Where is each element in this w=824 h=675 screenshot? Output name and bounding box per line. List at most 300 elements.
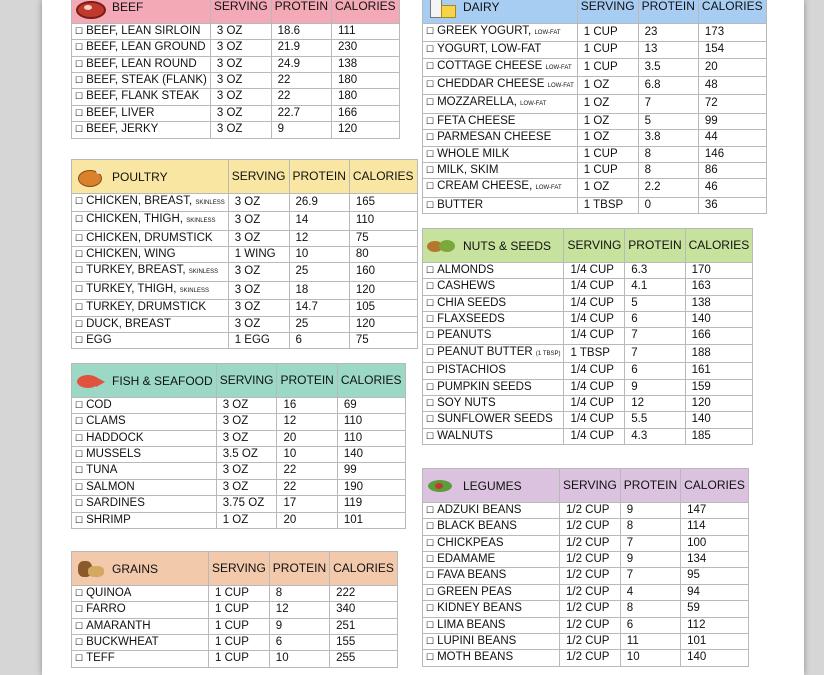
protein-cell: 4.3	[625, 428, 685, 444]
protein-cell: 9	[269, 618, 329, 634]
checkbox-icon[interactable]: ☐	[426, 115, 435, 126]
calories-cell: 163	[685, 279, 753, 295]
serving-cell: 1 OZ	[577, 77, 638, 95]
protein-cell: 10	[269, 651, 329, 667]
checkbox-icon[interactable]: ☐	[75, 318, 84, 329]
protein-cell: 22.7	[271, 105, 331, 121]
calories-column-header: CALORIES	[685, 229, 753, 263]
serving-cell: 1 OZ	[216, 512, 277, 528]
food-name: GREEN PEAS	[437, 585, 512, 598]
calories-cell: 114	[681, 519, 749, 535]
serving-cell: 1/4 CUP	[564, 262, 625, 278]
protein-cell: 10	[620, 650, 680, 666]
food-name: HADDOCK	[86, 431, 144, 444]
table-row	[423, 650, 749, 666]
serving-cell: 1 CUP	[577, 58, 638, 76]
table-row	[72, 618, 398, 634]
food-name: TURKEY, BREAST,	[86, 264, 186, 277]
table-row	[423, 42, 767, 58]
checkbox-icon[interactable]: ☐	[426, 398, 435, 409]
serving-cell: 1/4 CUP	[564, 363, 625, 379]
food-name: BUTTER	[437, 198, 484, 211]
checkbox-icon[interactable]: ☐	[426, 148, 435, 159]
protein-cell: 0	[638, 197, 698, 213]
serving-cell: 1/2 CUP	[560, 535, 621, 551]
table-row	[72, 585, 398, 601]
legumes-table	[422, 468, 749, 667]
food-name: WALNUTS	[437, 429, 493, 442]
serving-cell: 3.5 OZ	[216, 447, 277, 463]
food-name-cell	[423, 379, 564, 395]
food-note: LOW-FAT	[545, 64, 572, 71]
checkbox-icon[interactable]: ☐	[75, 604, 84, 615]
serving-cell: 3 OZ	[216, 479, 277, 495]
calories-cell: 185	[685, 428, 753, 444]
serving-cell: 1 OZ	[577, 113, 638, 129]
protein-cell: 20	[277, 430, 337, 446]
checkbox-icon[interactable]: ☐	[426, 570, 435, 581]
checkbox-icon[interactable]: ☐	[426, 430, 435, 441]
checkbox-icon[interactable]: ☐	[426, 586, 435, 597]
food-name: TUNA	[86, 464, 118, 477]
serving-cell: 1/4 CUP	[564, 295, 625, 311]
checkbox-icon[interactable]: ☐	[426, 381, 435, 392]
protein-cell: 8	[620, 519, 680, 535]
checkbox-icon[interactable]: ☐	[75, 302, 84, 313]
checkbox-icon[interactable]: ☐	[75, 75, 84, 86]
table-row	[423, 634, 749, 650]
checkbox-icon[interactable]: ☐	[75, 620, 84, 631]
food-name: PISTACHIOS	[437, 364, 506, 377]
checkbox-icon[interactable]: ☐	[426, 603, 435, 614]
checkbox-icon[interactable]: ☐	[75, 587, 84, 598]
checkbox-icon[interactable]: ☐	[426, 165, 435, 176]
food-name: KIDNEY BEANS	[437, 602, 522, 615]
serving-column-header: SERVING	[210, 0, 271, 23]
checkbox-icon[interactable]: ☐	[75, 249, 84, 260]
food-name: EGG	[86, 334, 112, 347]
food-name: FAVA BEANS	[437, 569, 507, 582]
serving-cell: 1 CUP	[577, 23, 638, 41]
food-name-cell	[72, 300, 229, 316]
food-name-cell	[72, 56, 211, 72]
food-name: COD	[86, 398, 112, 411]
table-row	[72, 333, 418, 349]
serving-column-header: SERVING	[560, 469, 621, 503]
table-row	[72, 447, 406, 463]
checkbox-icon[interactable]: ☐	[426, 537, 435, 548]
serving-cell: 1 TBSP	[564, 344, 625, 362]
food-name: CHICKEN, THIGH,	[86, 213, 183, 226]
checkbox-icon[interactable]: ☐	[75, 25, 84, 36]
protein-cell: 7	[625, 344, 685, 362]
food-name-cell	[423, 77, 578, 95]
calories-cell: 340	[330, 602, 398, 618]
food-name-cell	[423, 344, 564, 362]
protein-cell: 12	[625, 396, 685, 412]
calories-cell: 120	[685, 396, 753, 412]
checkbox-icon[interactable]: ☐	[75, 416, 84, 427]
table-row	[72, 73, 400, 89]
food-name-cell	[72, 193, 229, 211]
protein-cell: 14	[289, 212, 349, 230]
table-row	[72, 430, 406, 446]
checkbox-icon[interactable]: ☐	[75, 449, 84, 460]
checkbox-icon[interactable]: ☐	[426, 521, 435, 532]
checkbox-icon[interactable]: ☐	[75, 514, 84, 525]
food-name-cell	[72, 585, 209, 601]
table-header-row	[423, 229, 753, 263]
protein-cell: 23	[638, 23, 698, 41]
food-name-cell	[423, 58, 578, 76]
food-name: BUCKWHEAT	[86, 636, 159, 649]
calories-cell: 69	[337, 397, 405, 413]
protein-cell: 4	[620, 584, 680, 600]
poultry-table	[71, 159, 418, 349]
food-name: CHICKEN, DRUMSTICK	[86, 231, 213, 244]
table-row	[423, 568, 749, 584]
serving-cell: 1 CUP	[209, 635, 270, 651]
serving-cell: 1 OZ	[577, 179, 638, 197]
calories-cell: 75	[349, 333, 417, 349]
serving-cell: 1/2 CUP	[560, 634, 621, 650]
calories-cell: 230	[332, 40, 400, 56]
serving-cell: 3 OZ	[228, 281, 289, 299]
calories-cell: 140	[685, 412, 753, 428]
serving-cell: 3 OZ	[210, 89, 271, 105]
protein-cell: 16	[277, 397, 337, 413]
calories-cell: 72	[698, 95, 766, 113]
protein-cell: 5	[625, 295, 685, 311]
calories-cell: 75	[349, 230, 417, 246]
checkbox-icon[interactable]: ☐	[426, 652, 435, 663]
serving-cell: 1 CUP	[577, 42, 638, 58]
calories-cell: 134	[681, 552, 749, 568]
category-title: GRAINS	[112, 561, 159, 576]
serving-cell: 1/4 CUP	[564, 428, 625, 444]
table-row	[423, 279, 753, 295]
food-name: FARRO	[86, 603, 126, 616]
calories-cell: 140	[685, 312, 753, 328]
checkbox-icon[interactable]: ☐	[426, 504, 435, 515]
calories-column-header: CALORIES	[349, 160, 417, 194]
food-name-cell	[72, 23, 211, 39]
lobster-icon	[74, 370, 106, 392]
protein-cell: 21.9	[271, 40, 331, 56]
table-row	[423, 312, 753, 328]
food-name-cell	[423, 279, 564, 295]
serving-column-header: SERVING	[228, 160, 289, 194]
calories-column-header: CALORIES	[330, 552, 398, 586]
table-row	[423, 428, 753, 444]
table-row	[423, 77, 767, 95]
poultry-category-header	[72, 160, 229, 194]
serving-cell: 1 EGG	[228, 333, 289, 349]
table-row	[423, 197, 767, 213]
serving-column-header: SERVING	[564, 229, 625, 263]
checkbox-icon[interactable]: ☐	[426, 314, 435, 325]
serving-cell: 1 TBSP	[577, 197, 638, 213]
calories-cell: 36	[698, 197, 766, 213]
food-name-cell	[423, 23, 578, 41]
food-name-cell	[423, 584, 560, 600]
serving-cell: 1/2 CUP	[560, 519, 621, 535]
checkbox-icon[interactable]: ☐	[75, 481, 84, 492]
protein-cell: 14.7	[289, 300, 349, 316]
protein-cell: 10	[289, 247, 349, 263]
table-row	[72, 23, 400, 39]
checkbox-icon[interactable]: ☐	[75, 283, 84, 294]
protein-cell: 25	[289, 263, 349, 281]
table-row	[423, 146, 767, 162]
grains-icon	[74, 558, 106, 580]
food-name-cell	[72, 247, 229, 263]
protein-cell: 8	[620, 601, 680, 617]
legumes-category-header	[423, 469, 560, 503]
food-name: CHICKEN, BREAST,	[86, 194, 193, 207]
checkbox-icon[interactable]: ☐	[75, 91, 84, 102]
checkbox-icon[interactable]: ☐	[426, 330, 435, 341]
food-name-cell	[423, 363, 564, 379]
food-note: (1 TBSP)	[535, 350, 561, 357]
food-name: COTTAGE CHEESE	[437, 59, 543, 72]
serving-cell: 3 OZ	[210, 122, 271, 138]
serving-cell: 1 CUP	[209, 602, 270, 618]
food-name-cell	[423, 634, 560, 650]
checkbox-icon[interactable]: ☐	[75, 399, 84, 410]
protein-cell: 18.6	[271, 23, 331, 39]
checkbox-icon[interactable]: ☐	[426, 297, 435, 308]
table-row	[423, 584, 749, 600]
checkbox-icon[interactable]: ☐	[75, 195, 84, 206]
food-note: LOW-FAT	[520, 101, 547, 108]
checkbox-icon[interactable]: ☐	[426, 281, 435, 292]
table-row	[72, 602, 398, 618]
category-title: POULTRY	[112, 169, 168, 184]
calories-cell: 100	[681, 535, 749, 551]
milk-cheese-icon	[425, 0, 457, 18]
table-row	[72, 512, 406, 528]
fish-category-header	[72, 364, 217, 398]
food-name: LIMA BEANS	[437, 618, 506, 631]
food-name: GREEK YOGURT,	[437, 24, 532, 37]
food-name: PARMESAN CHEESE	[437, 131, 552, 144]
serving-cell: 1 CUP	[209, 651, 270, 667]
checkbox-icon[interactable]: ☐	[426, 554, 435, 565]
food-name: CREAM CHEESE,	[437, 180, 533, 193]
table-row	[423, 95, 767, 113]
calories-cell: 146	[698, 146, 766, 162]
food-name: FLAXSEEDS	[437, 313, 505, 326]
protein-cell: 25	[289, 316, 349, 332]
food-name: TEFF	[86, 652, 115, 665]
food-name: BEEF, FLANK STEAK	[86, 90, 200, 103]
protein-cell: 9	[620, 552, 680, 568]
beef-table	[71, 0, 400, 139]
checkbox-icon[interactable]: ☐	[426, 199, 435, 210]
checkbox-icon[interactable]: ☐	[426, 132, 435, 143]
calories-cell: 120	[332, 122, 400, 138]
food-name: CHICKEN, WING	[86, 248, 176, 261]
protein-column-header: PROTEIN	[277, 364, 337, 398]
serving-cell: 3.75 OZ	[216, 496, 277, 512]
checkbox-icon[interactable]: ☐	[75, 653, 84, 664]
checkbox-icon[interactable]: ☐	[426, 181, 435, 192]
checkbox-icon[interactable]: ☐	[75, 232, 84, 243]
table-row	[423, 552, 749, 568]
food-note: SKINLESS	[195, 199, 225, 206]
category-title: FISH & SEAFOOD	[112, 373, 213, 388]
protein-cell: 18	[289, 281, 349, 299]
food-name-cell	[423, 568, 560, 584]
food-name: CHIA SEEDS	[437, 296, 507, 309]
food-name: WHOLE MILK	[437, 147, 510, 160]
checkbox-icon[interactable]: ☐	[75, 465, 84, 476]
food-name: MUSSELS	[86, 448, 142, 461]
food-name-cell	[423, 650, 560, 666]
table-row	[423, 58, 767, 76]
food-name: MILK, SKIM	[437, 164, 499, 177]
calories-cell: 155	[330, 635, 398, 651]
serving-column-header: SERVING	[577, 0, 638, 23]
table-row	[72, 463, 406, 479]
food-name-cell	[423, 295, 564, 311]
checkbox-icon[interactable]: ☐	[75, 335, 84, 346]
food-note: SKINLESS	[186, 218, 216, 225]
serving-cell: 3 OZ	[216, 414, 277, 430]
calories-cell: 120	[349, 316, 417, 332]
calories-cell: 140	[681, 650, 749, 666]
checkbox-icon[interactable]: ☐	[426, 619, 435, 630]
food-name: SHRIMP	[86, 513, 131, 526]
table-row	[72, 230, 418, 246]
checkbox-icon[interactable]: ☐	[426, 346, 435, 357]
checkbox-icon[interactable]: ☐	[75, 107, 84, 118]
protein-cell: 5.5	[625, 412, 685, 428]
serving-cell: 1/2 CUP	[560, 552, 621, 568]
checkbox-icon[interactable]: ☐	[426, 44, 435, 55]
protein-cell: 22	[271, 89, 331, 105]
calories-cell: 95	[681, 568, 749, 584]
protein-cell: 17	[277, 496, 337, 512]
protein-cell: 6.8	[638, 77, 698, 95]
table-row	[423, 262, 753, 278]
steak-icon	[74, 0, 106, 18]
calories-cell: 48	[698, 77, 766, 95]
food-name: SALMON	[86, 480, 135, 493]
fish-seafood-table	[71, 363, 406, 529]
checkbox-icon[interactable]: ☐	[75, 432, 84, 443]
food-name-cell	[72, 230, 229, 246]
checkbox-icon[interactable]: ☐	[426, 414, 435, 425]
serving-cell: 3 OZ	[228, 193, 289, 211]
checkbox-icon[interactable]: ☐	[75, 58, 84, 69]
calories-cell: 166	[332, 105, 400, 121]
food-name-cell	[423, 95, 578, 113]
food-name: PUMPKIN SEEDS	[437, 380, 532, 393]
food-name: BLACK BEANS	[437, 520, 517, 533]
serving-cell: 1 CUP	[577, 163, 638, 179]
food-name-cell	[423, 502, 560, 518]
calories-cell: 173	[698, 23, 766, 41]
checkbox-icon[interactable]: ☐	[75, 42, 84, 53]
calories-cell: 105	[349, 300, 417, 316]
serving-cell: 1 CUP	[577, 146, 638, 162]
checkbox-icon[interactable]: ☐	[426, 60, 435, 71]
checkbox-icon[interactable]: ☐	[75, 498, 84, 509]
serving-cell: 3 OZ	[210, 23, 271, 39]
food-name: MOZZARELLA,	[437, 96, 517, 109]
calories-cell: 188	[685, 344, 753, 362]
calories-column-header: CALORIES	[698, 0, 766, 23]
checkbox-icon[interactable]: ☐	[75, 637, 84, 648]
category-title: NUTS & SEEDS	[463, 238, 552, 253]
checkbox-icon[interactable]: ☐	[426, 636, 435, 647]
serving-cell: 1 OZ	[577, 95, 638, 113]
food-note: LOW-FAT	[535, 185, 562, 192]
calories-cell: 99	[337, 463, 405, 479]
checkbox-icon[interactable]: ☐	[426, 25, 435, 36]
serving-cell: 1/2 CUP	[560, 584, 621, 600]
protein-column-header: PROTEIN	[271, 0, 331, 23]
dairy-category-header	[423, 0, 578, 23]
food-name-cell	[423, 412, 564, 428]
calories-cell: 110	[337, 430, 405, 446]
food-name: BEEF, JERKY	[86, 123, 159, 136]
table-row	[72, 40, 400, 56]
calories-cell: 120	[349, 281, 417, 299]
checkbox-icon[interactable]: ☐	[75, 214, 84, 225]
table-row	[72, 263, 418, 281]
serving-cell: 1/4 CUP	[564, 412, 625, 428]
calories-cell: 161	[685, 363, 753, 379]
calories-cell: 138	[685, 295, 753, 311]
calories-cell: 166	[685, 328, 753, 344]
checkbox-icon[interactable]: ☐	[75, 124, 84, 135]
table-row	[423, 379, 753, 395]
table-row	[423, 179, 767, 197]
food-name-cell	[423, 113, 578, 129]
calories-cell: 147	[681, 502, 749, 518]
checkbox-icon[interactable]: ☐	[426, 97, 435, 108]
protein-column-header: PROTEIN	[289, 160, 349, 194]
food-name-cell	[423, 262, 564, 278]
calories-cell: 190	[337, 479, 405, 495]
calories-cell: 94	[681, 584, 749, 600]
checkbox-icon[interactable]: ☐	[426, 264, 435, 275]
protein-cell: 26.9	[289, 193, 349, 211]
table-row	[423, 130, 767, 146]
nuts-seeds-table	[422, 228, 753, 445]
checkbox-icon[interactable]: ☐	[426, 79, 435, 90]
calories-cell: 170	[685, 262, 753, 278]
calories-cell: 255	[330, 651, 398, 667]
calories-cell: 110	[337, 414, 405, 430]
calories-cell: 44	[698, 130, 766, 146]
food-name-cell	[72, 333, 229, 349]
table-row	[423, 396, 753, 412]
food-name-cell	[72, 430, 217, 446]
serving-cell: 1 CUP	[209, 618, 270, 634]
serving-cell: 3 OZ	[210, 105, 271, 121]
protein-cell: 6	[625, 312, 685, 328]
serving-cell: 3 OZ	[228, 263, 289, 281]
checkbox-icon[interactable]: ☐	[426, 365, 435, 376]
protein-cell: 12	[277, 414, 337, 430]
calories-cell: 251	[330, 618, 398, 634]
serving-cell: 3 OZ	[216, 397, 277, 413]
checkbox-icon[interactable]: ☐	[75, 265, 84, 276]
